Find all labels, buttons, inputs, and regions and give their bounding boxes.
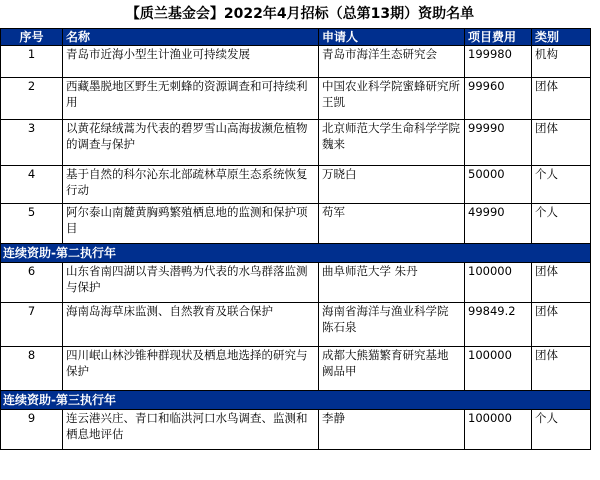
section-title: 连续资助-第二执行年 — [1, 244, 591, 263]
row-category: 个人 — [532, 410, 591, 450]
row-fee: 99849.2 — [465, 303, 532, 347]
header-row — [1, 29, 591, 46]
row-applicant: 海南省海洋与渔业科学院 陈石泉 — [319, 303, 465, 347]
row-name: 西藏墨脱地区野生无刺蜂的资源调查和可持续利用 — [63, 78, 319, 120]
row-category: 团体 — [532, 347, 591, 391]
table-row — [1, 166, 591, 204]
table-row — [1, 303, 591, 347]
row-category: 团体 — [532, 120, 591, 166]
row-name: 四川岷山林沙锥种群现状及栖息地选择的研究与保护 — [63, 347, 319, 391]
row-applicant: 苟军 — [319, 204, 465, 244]
row-fee: 99960 — [465, 78, 532, 120]
row-name: 阿尔泰山南麓黄胸鹀繁殖栖息地的监测和保护项目 — [63, 204, 319, 244]
grant-table — [0, 28, 591, 450]
row-fee: 49990 — [465, 204, 532, 244]
row-applicant: 万晓白 — [319, 166, 465, 204]
row-no: 7 — [1, 303, 63, 347]
row-no: 2 — [1, 78, 63, 120]
row-no: 8 — [1, 347, 63, 391]
table-row — [1, 263, 591, 303]
row-category: 团体 — [532, 78, 591, 120]
row-no: 4 — [1, 166, 63, 204]
table-row — [1, 410, 591, 450]
row-category: 机构 — [532, 46, 591, 78]
header-applicant: 申请人 — [319, 29, 465, 46]
header-category: 类别 — [532, 29, 591, 46]
row-name: 以黄花绿绒蒿为代表的碧罗雪山高海拔濒危植物的调查与保护 — [63, 120, 319, 166]
table-row — [1, 46, 591, 78]
table-row — [1, 204, 591, 244]
row-no: 1 — [1, 46, 63, 78]
row-category: 个人 — [532, 204, 591, 244]
row-name: 山东省南四湖以青头潜鸭为代表的水鸟群落监测与保护 — [63, 263, 319, 303]
row-category: 团体 — [532, 303, 591, 347]
table-row — [1, 78, 591, 120]
row-fee: 100000 — [465, 263, 532, 303]
row-fee: 199980 — [465, 46, 532, 78]
header-no: 序号 — [1, 29, 63, 46]
row-applicant: 曲阜师范大学 朱丹 — [319, 263, 465, 303]
row-fee: 50000 — [465, 166, 532, 204]
row-applicant: 中国农业科学院蜜蜂研究所 王凯 — [319, 78, 465, 120]
row-category: 个人 — [532, 166, 591, 204]
row-no: 9 — [1, 410, 63, 450]
header-fee: 项目费用 — [465, 29, 532, 46]
row-applicant: 李静 — [319, 410, 465, 450]
row-no: 3 — [1, 120, 63, 166]
row-fee: 100000 — [465, 410, 532, 450]
row-name: 青岛市近海小型生计渔业可持续发展 — [63, 46, 319, 78]
row-fee: 99990 — [465, 120, 532, 166]
table-row — [1, 347, 591, 391]
row-name: 基于自然的科尔沁东北部疏林草原生态系统恢复行动 — [63, 166, 319, 204]
header-name: 名称 — [63, 29, 319, 46]
row-no: 6 — [1, 263, 63, 303]
section-row — [1, 391, 591, 410]
document-title: 【质兰基金会】2022年4月招标（总第13期）资助名单 — [125, 6, 475, 22]
section-row — [1, 244, 591, 263]
row-applicant: 北京师范大学生命科学学院 魏来 — [319, 120, 465, 166]
row-name: 海南岛海草床监测、自然教育及联合保护 — [63, 303, 319, 347]
row-fee: 100000 — [465, 347, 532, 391]
row-no: 5 — [1, 204, 63, 244]
row-name: 连云港兴庄、青口和临洪河口水鸟调查、监测和栖息地评估 — [63, 410, 319, 450]
row-applicant: 青岛市海洋生态研究会 — [319, 46, 465, 78]
section-title: 连续资助-第三执行年 — [1, 391, 591, 410]
row-applicant: 成都大熊猫繁育研究基地 阙品甲 — [319, 347, 465, 391]
row-category: 团体 — [532, 263, 591, 303]
table-row — [1, 120, 591, 166]
